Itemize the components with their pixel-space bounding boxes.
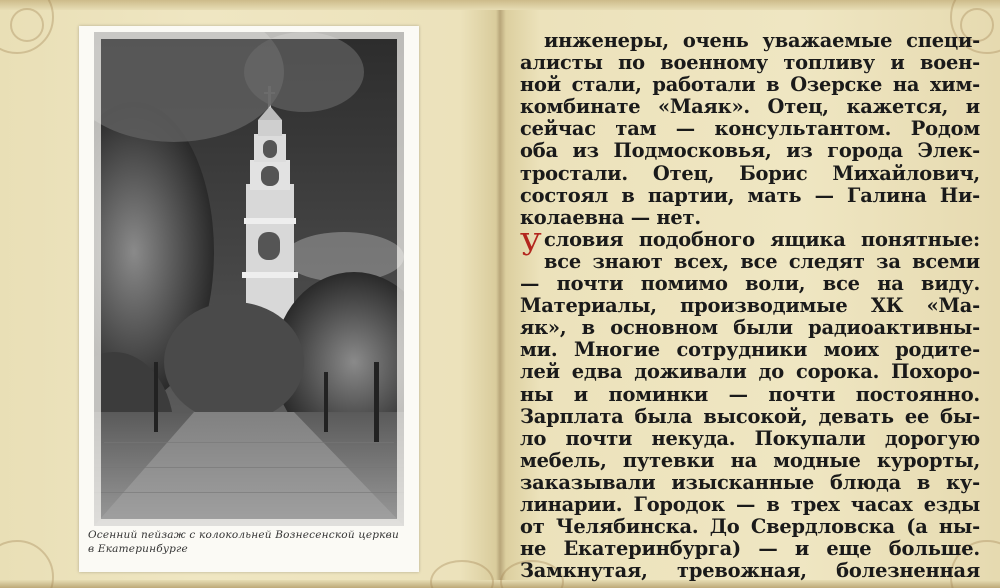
- photo-card: [79, 26, 419, 572]
- text-line: мебель, путевки на модные курорты,: [520, 449, 980, 472]
- corner-ornament-bottom-left: [0, 540, 54, 588]
- text-line: лей едва доживали до сорока. Похоро-: [520, 361, 980, 384]
- text-line: — почти помимо воли, все на виду.: [520, 273, 980, 296]
- text-line: ло почти некуда. Покупали дорогую: [520, 427, 980, 450]
- text-line: не Екатеринбурга) — и еще больше.: [520, 538, 980, 561]
- page-edge-top: [0, 0, 1000, 10]
- text-line: Зарплата была высокой, девать ее бы-: [520, 405, 980, 428]
- text-line: ной стали, работали в Озерске на хим-: [520, 74, 980, 97]
- text-line: все знают всех, все следят за всеми: [544, 250, 980, 273]
- text-line: состоял в партии, мать — Галина Ни-: [520, 184, 980, 207]
- caption-line: в Екатеринбурге: [88, 543, 188, 555]
- text-line: ми. Многие сотрудники моих родите-: [520, 339, 980, 362]
- drop-cap: У: [520, 227, 542, 263]
- right-page-text: [520, 30, 980, 582]
- text-line: от Челябинска. До Свердловска (а ны-: [520, 516, 980, 539]
- text-line: словия подобного ящика понятные:: [544, 228, 980, 251]
- text-line: сейчас там — консультантом. Родом: [520, 118, 980, 141]
- text-line: Материалы, производимые ХК «Ма-: [520, 295, 980, 318]
- text-line: инженеры, очень уважаемые специ-: [544, 30, 980, 52]
- text-line: як», в основном были радиоактивны-: [520, 317, 980, 340]
- corner-ornament-top-left-inner: [10, 8, 44, 42]
- bell-tower-photo: [94, 32, 404, 526]
- text-line: колаевна — нет.: [520, 206, 701, 229]
- photo-caption: [88, 528, 413, 556]
- text-line: оба из Подмосковья, из города Элек-: [520, 140, 980, 163]
- caption-line: Осенний пейзаж с колокольней Вознесенской церкви: [88, 529, 399, 541]
- text-line: заказывали изысканные блюда в ку-: [520, 471, 980, 494]
- paragraph-2: [520, 229, 980, 583]
- text-line: комбинате «Маяк». Отец, кажется, и: [520, 96, 980, 119]
- text-line: Замкнутая, тревожная, болезненная: [520, 560, 980, 583]
- text-line: линарии. Городок — в трех часах езды: [520, 493, 980, 516]
- paragraph-1: [520, 30, 980, 229]
- text-line: ны и поминки — почти постоянно.: [520, 383, 980, 406]
- text-line: тростали. Отец, Борис Михайлович,: [520, 162, 980, 185]
- gutter-ornament-bottom: [430, 560, 494, 588]
- text-line: алисты по военному топливу и воен-: [520, 52, 980, 75]
